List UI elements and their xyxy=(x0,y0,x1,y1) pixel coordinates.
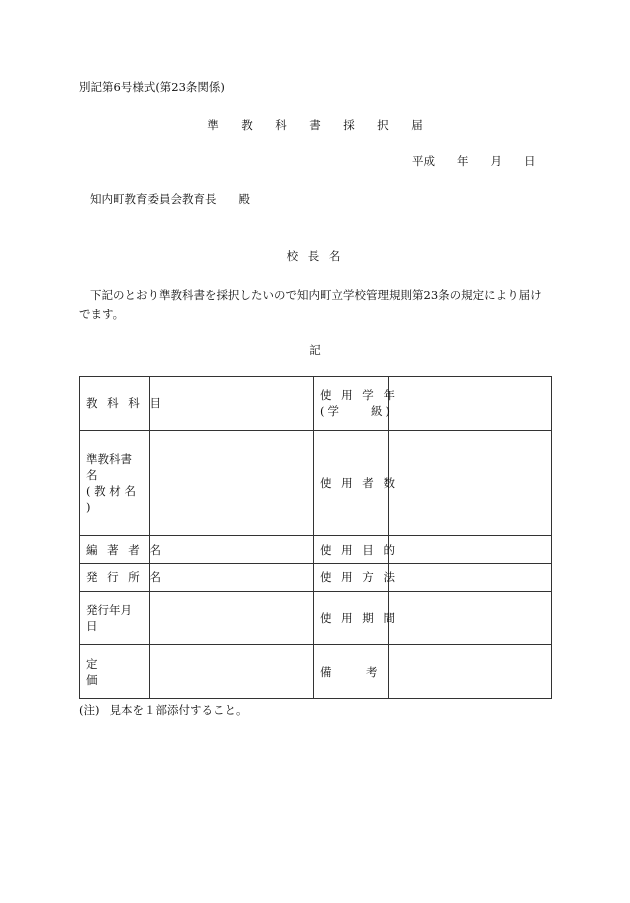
remarks-field[interactable] xyxy=(389,645,552,699)
subject-field[interactable] xyxy=(150,377,314,431)
remarks-label: 備 考 xyxy=(314,645,389,699)
table-row xyxy=(80,536,552,564)
form-table xyxy=(79,376,552,699)
method-field[interactable] xyxy=(389,564,552,592)
title-char: 択 xyxy=(377,118,389,132)
table-row xyxy=(80,591,552,645)
table-row xyxy=(80,430,552,536)
price-label: 定 価 xyxy=(80,645,150,699)
footnote-text: 見本を１部添付すること。 xyxy=(109,703,248,717)
date-day: 日 xyxy=(524,154,536,168)
recipient-line xyxy=(90,194,250,206)
footnote-prefix: (注) xyxy=(79,703,100,717)
period-field[interactable] xyxy=(389,591,552,645)
publisher-label: 発 行 所 名 xyxy=(80,564,150,592)
subject-label: 教 科 科 目 xyxy=(80,377,150,431)
title-char: 準 xyxy=(207,118,219,132)
grade-field[interactable] xyxy=(389,377,552,431)
body-text: 下記のとおり準教科書を採択したいので知内町立学校管理規則第23条の規定により届けでます。 xyxy=(79,288,542,321)
grade-label: 使 用 学 年 (学 級) xyxy=(314,377,389,431)
period-label: 使 用 期 間 xyxy=(314,591,389,645)
date-year: 年 xyxy=(457,154,469,168)
date-line xyxy=(412,156,536,168)
author-field[interactable] xyxy=(150,536,314,564)
table-row xyxy=(80,377,552,431)
price-field[interactable] xyxy=(150,645,314,699)
form-number-label: 別記第6号様式(第23条関係) xyxy=(79,80,225,94)
user-count-label: 使 用 者 数 xyxy=(314,430,389,536)
date-era: 平成 xyxy=(412,154,435,168)
publish-date-label: 発行年月日 xyxy=(80,591,150,645)
document-title xyxy=(0,120,630,132)
purpose-label: 使 用 目 的 xyxy=(314,536,389,564)
date-month: 月 xyxy=(490,154,502,168)
title-char: 届 xyxy=(411,118,423,132)
recipient-honorific: 殿 xyxy=(238,192,250,206)
purpose-field[interactable] xyxy=(389,536,552,564)
author-label: 編 著 者 名 xyxy=(80,536,150,564)
title-char: 教 xyxy=(241,118,253,132)
ki-heading: 記 xyxy=(309,343,321,357)
textbook-name-label: 準教科書名 ( 教 材 名 ) xyxy=(80,430,150,536)
user-count-field[interactable] xyxy=(389,430,552,536)
title-char: 科 xyxy=(275,118,287,132)
publish-date-field[interactable] xyxy=(150,591,314,645)
title-char: 書 xyxy=(309,118,321,132)
publisher-field[interactable] xyxy=(150,564,314,592)
footnote xyxy=(79,705,247,717)
table-row xyxy=(80,645,552,699)
title-char: 採 xyxy=(343,118,355,132)
method-label: 使 用 方 法 xyxy=(314,564,389,592)
principal-name-label: 校 長 名 xyxy=(286,249,344,263)
table-row xyxy=(80,564,552,592)
recipient-name: 知内町教育委員会教育長 xyxy=(90,192,217,206)
textbook-name-field[interactable] xyxy=(150,430,314,536)
